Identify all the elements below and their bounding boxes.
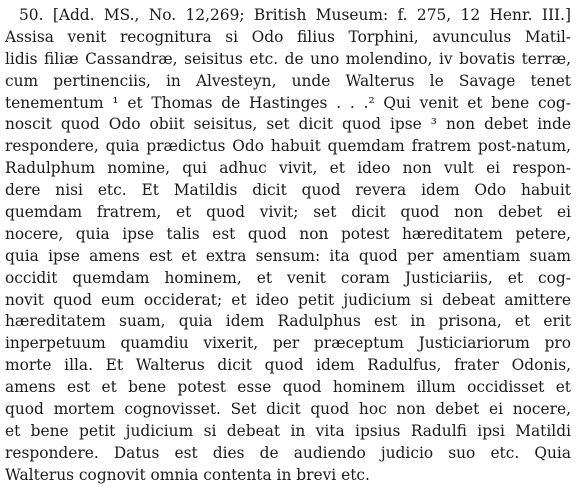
- text-line: inperpetuum quamdiu vixerit, per præceptum Justiciariorum pro: [5, 334, 571, 353]
- text-line: respondere. Datus est dies de audiendo judicio suo etc. Quia: [5, 443, 571, 462]
- text-line: amens est et bene potest esse quod hominem illum occidisset et: [5, 378, 571, 397]
- text-line: cum pertinenciis, in Alvesteyn, unde Walterus le Savage tenet: [5, 71, 571, 90]
- text-line-last: Walterus cognovit omnia contenta in brevi etc.: [5, 465, 370, 484]
- text-line: quia ipse amens est et extra sensum: ita quod per amentiam suam: [5, 246, 571, 265]
- text-line: noscit quod Odo obiit seisitus, set dicit quod ipse ³ non debet inde: [5, 115, 571, 134]
- text-line: respondere, quia prædictus Odo habuit quemdam fratrem post-natum,: [5, 137, 571, 156]
- text-line: morte illa. Et Walterus dicit quod idem Radulfus, frater Odonis,: [5, 356, 571, 375]
- text-line: quod mortem cognovisset. Set dicit quod hoc non debet ei nocere,: [5, 400, 571, 419]
- text-line: Assisa venit recognitura si Odo filius Torphini, avunculus Matil-: [5, 27, 571, 46]
- text-line-heading: 50. [Add. MS., No. 12,269; British Museum: f. 275, 12 Henr. III.]: [19, 6, 571, 24]
- text-line: quemdam fratrem, et quod vivit; set dicit quod non debet ei: [5, 203, 571, 222]
- text-line: et bene petit judicium si debeat in vita ipsius Radulfi ipsi Matildi: [5, 421, 571, 440]
- text-line: novit quod eum occiderat; et ideo petit judicium si debeat amittere: [5, 290, 571, 309]
- text-line: Radulphum nomine, qui adhuc vivit, et ideo non vult ei respon-: [5, 159, 571, 178]
- text-line: lidis filiæ Cassandræ, seisitus etc. de uno molendino, iv bovatis terræ,: [5, 49, 571, 68]
- text-line: occidit quemdam hominem, et venit coram Justiciariis, et cog-: [5, 268, 571, 287]
- text-line: tenementum ¹ et Thomas de Hastinges . . .² Qui venit et bene cog-: [5, 93, 571, 112]
- text-line: nocere, quia ipse talis est quod non potest hæreditatem petere,: [5, 224, 571, 243]
- text-line: dere nisi etc. Et Matildis dicit quod revera idem Odo habuit: [5, 181, 571, 200]
- text-line: hæreditatem suam, quia idem Radulphus est in prisona, et erit: [5, 312, 571, 331]
- document-text-block: [5, 5, 571, 487]
